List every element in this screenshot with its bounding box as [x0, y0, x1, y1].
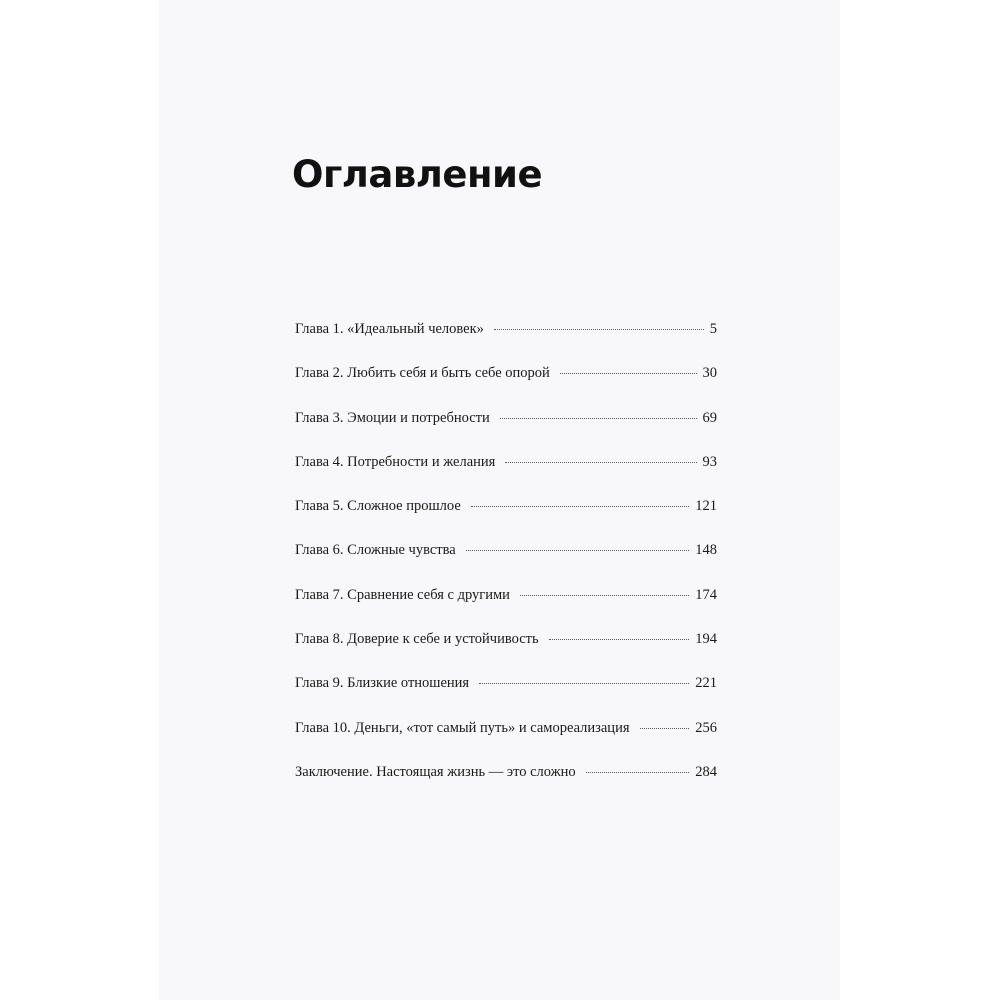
- toc-entry-title: Глава 3. Эмоции и потребности: [295, 409, 490, 426]
- toc-entry-title: Глава 6. Сложные чувства: [295, 542, 456, 559]
- toc-entry[interactable]: [295, 764, 717, 808]
- toc-entry-page: 221: [695, 675, 717, 692]
- toc-entry-title: Глава 8. Доверие к себе и устойчивость: [295, 631, 539, 648]
- toc-entry-page: 69: [702, 409, 717, 426]
- toc-entry-page: 174: [695, 586, 717, 603]
- dot-leader: [640, 728, 690, 729]
- toc-entry-title: Глава 5. Сложное прошлое: [295, 498, 461, 515]
- toc-entry[interactable]: [295, 410, 717, 454]
- toc-entry[interactable]: [295, 321, 717, 365]
- toc-entry-title: Глава 2. Любить себя и быть себе опорой: [295, 365, 550, 382]
- toc-entry[interactable]: [295, 365, 717, 409]
- toc-entry-page: 194: [695, 631, 717, 648]
- toc-entry-page: 256: [695, 719, 717, 736]
- toc-entry-page: 148: [695, 542, 717, 559]
- book-page: [159, 0, 840, 1000]
- page-title: Оглавление: [292, 153, 543, 196]
- toc-entry[interactable]: [295, 454, 717, 498]
- dot-leader: [471, 506, 689, 507]
- toc-entry-title: Глава 9. Близкие отношения: [295, 675, 470, 692]
- dot-leader: [494, 329, 704, 330]
- toc-entry[interactable]: [295, 675, 717, 719]
- toc-list: [295, 321, 717, 808]
- toc-entry-title: Глава 7. Сравнение себя с другими: [295, 586, 510, 603]
- toc-entry-page: 93: [702, 453, 717, 470]
- toc-entry[interactable]: [295, 542, 717, 586]
- dot-leader: [466, 550, 690, 551]
- toc-entry-page: 5: [709, 321, 717, 337]
- dot-leader: [560, 373, 697, 374]
- toc-entry-title: Заключение. Настоящая жизнь — это сложно: [295, 763, 576, 780]
- dot-leader: [549, 639, 690, 640]
- dot-leader: [479, 683, 689, 684]
- toc-entry-title: Глава 4. Потребности и желания: [295, 453, 496, 470]
- toc-entry-page: 30: [702, 365, 717, 382]
- toc-entry[interactable]: [295, 587, 717, 631]
- toc-entry-title: Глава 10. Деньги, «тот самый путь» и самореализация: [295, 719, 630, 736]
- dot-leader: [520, 595, 689, 596]
- dot-leader: [500, 418, 697, 419]
- dot-leader: [586, 772, 690, 773]
- toc-entry[interactable]: [295, 720, 717, 764]
- dot-leader: [505, 462, 696, 463]
- toc-entry-page: 284: [695, 763, 717, 780]
- toc-entry-page: 121: [695, 498, 717, 515]
- toc-entry-title: Глава 1. «Идеальный человек»: [295, 321, 484, 337]
- toc-entry[interactable]: [295, 498, 717, 542]
- toc-entry[interactable]: [295, 631, 717, 675]
